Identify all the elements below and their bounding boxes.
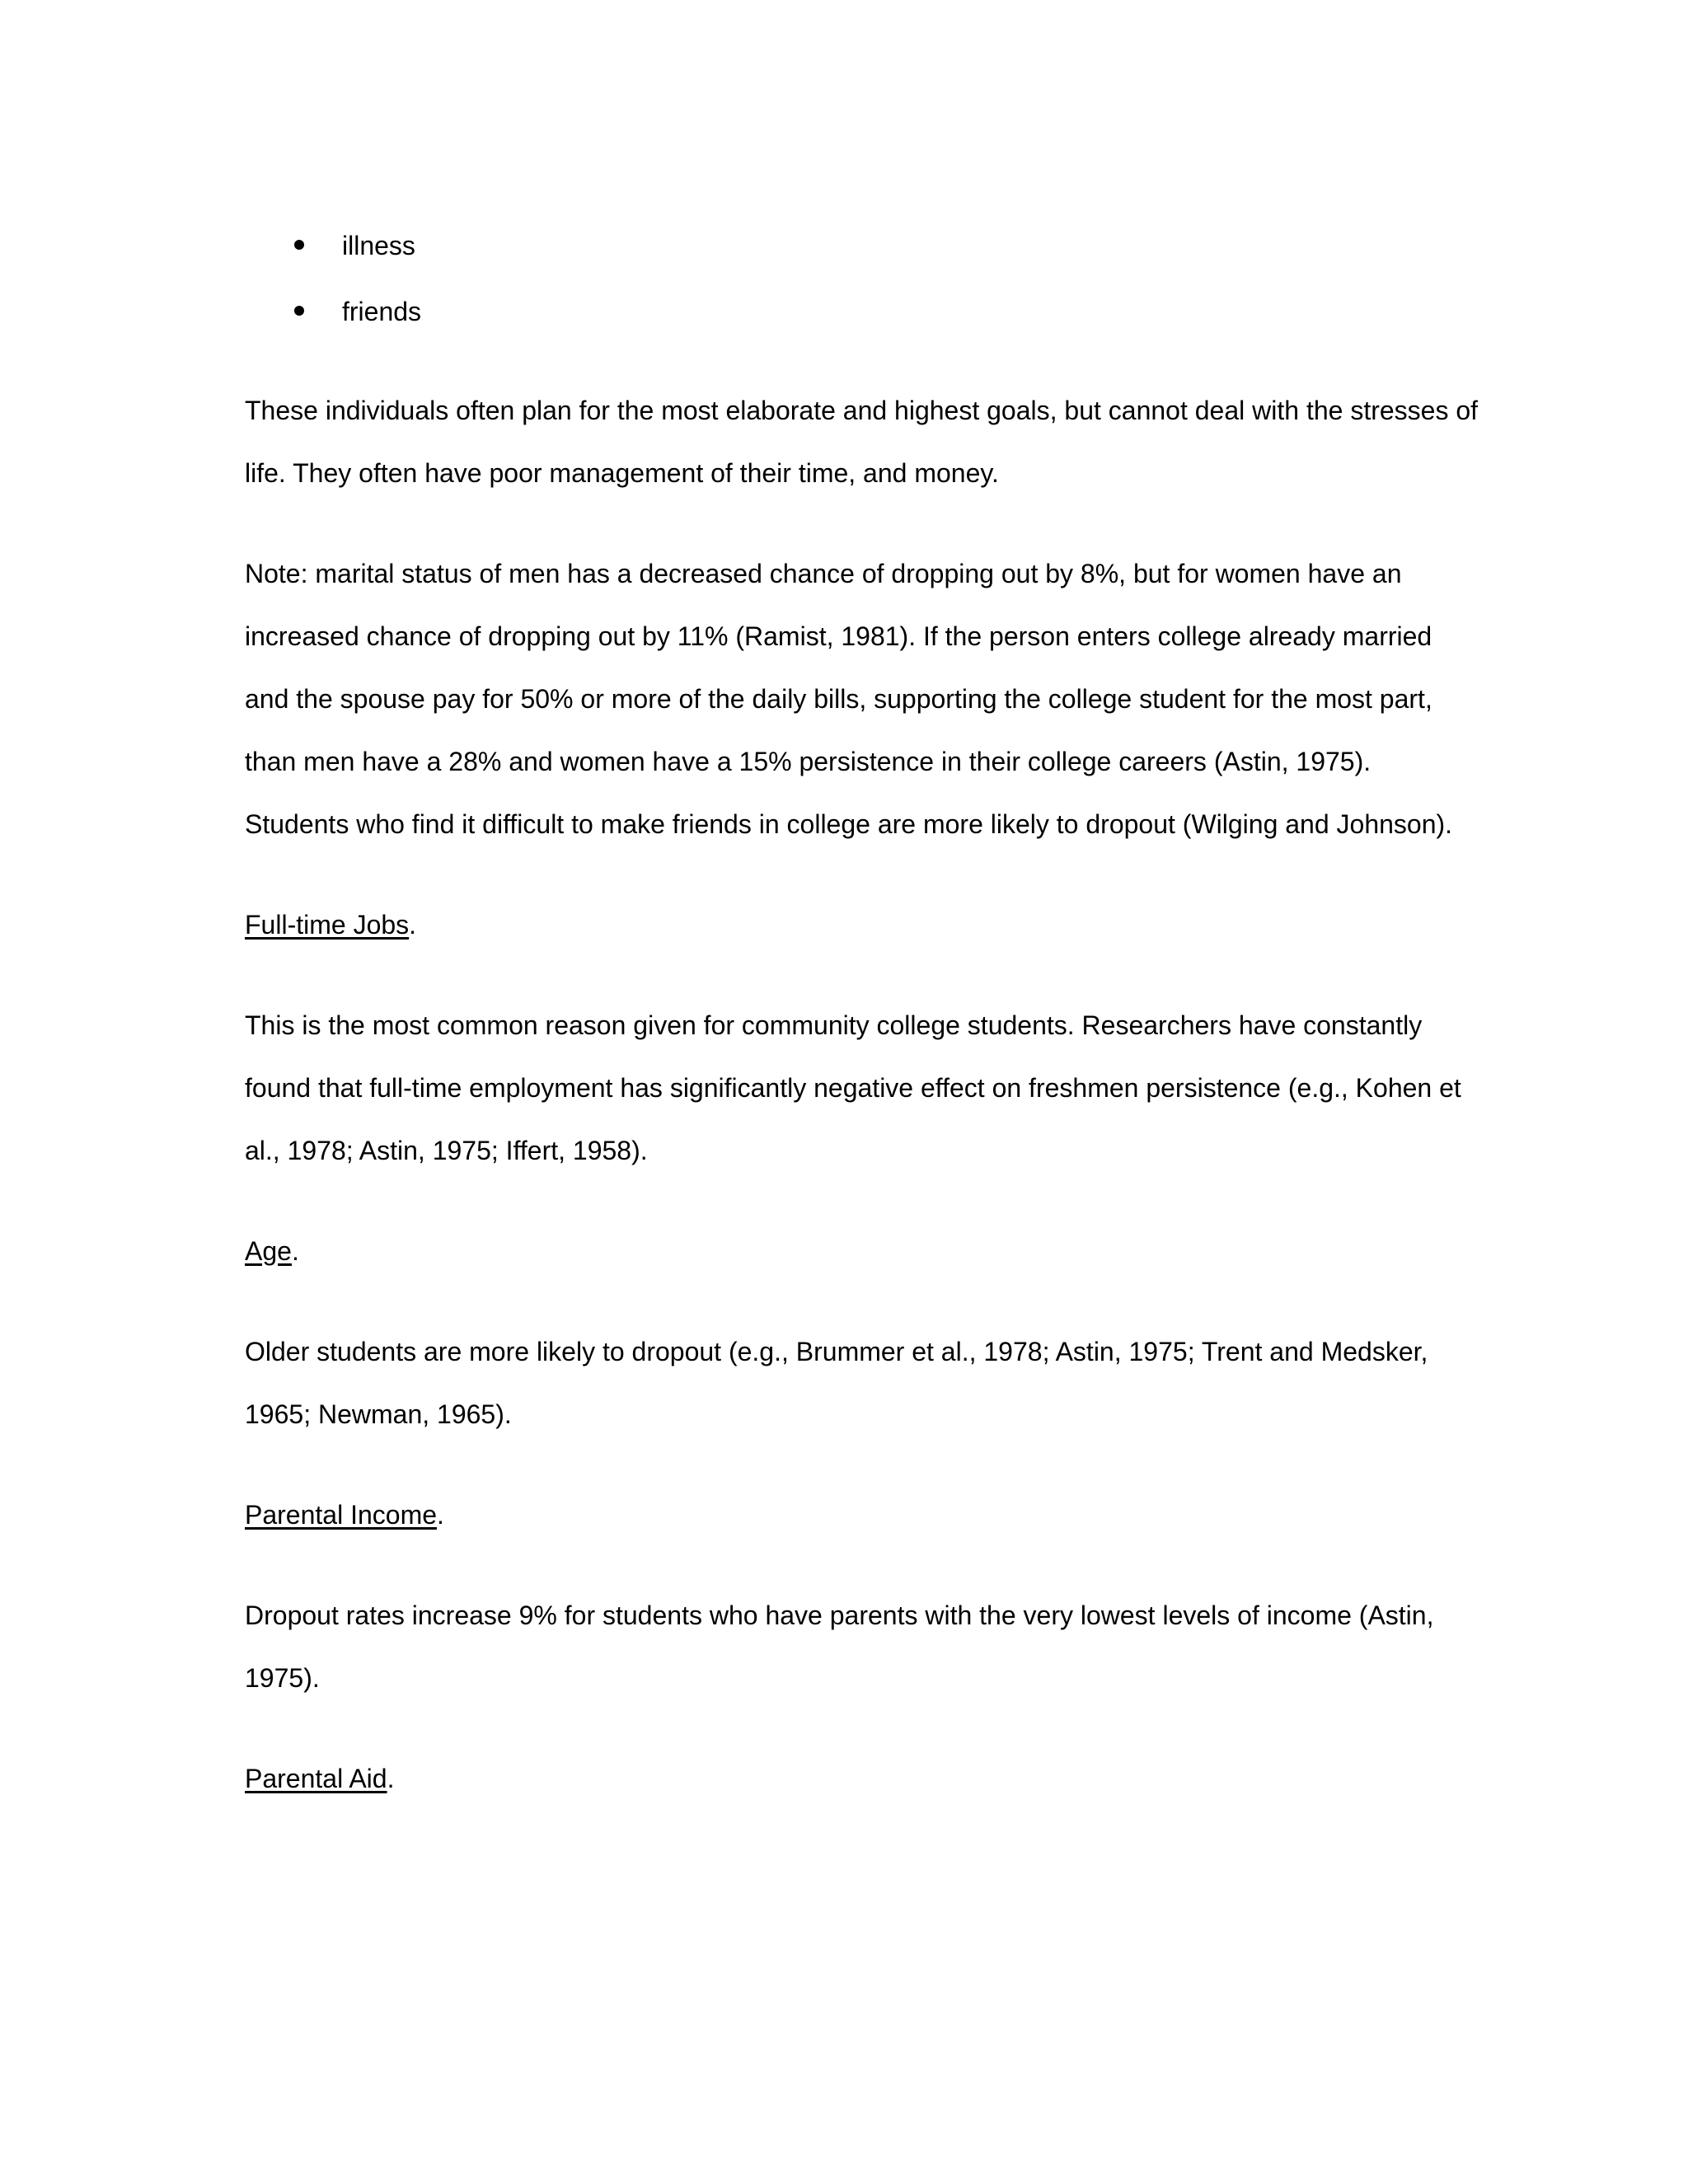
bullet-list: [245, 213, 1481, 344]
paragraph-full-time-jobs: This is the most common reason given for community college students. Researchers have constantly found that full-time employment has significantly negative effect on freshmen persistence (e.g., Kohen et al., 1978; Astin, 1975; Iffert, 1958).: [245, 1010, 1461, 1165]
paragraph-parental-income: Dropout rates increase 9% for students who have parents with the very lowest levels of income (Astin, 1975).: [245, 1601, 1434, 1693]
bullet-dot-icon: [294, 306, 304, 316]
document-body: [245, 213, 1481, 1810]
heading-parental-aid: [245, 1747, 1481, 1810]
heading-period: .: [291, 1236, 299, 1266]
heading-period: .: [437, 1500, 444, 1530]
heading-age: [245, 1220, 1481, 1282]
bullet-item: [245, 213, 1481, 279]
bullet-item-label: illness: [342, 231, 415, 260]
bullet-dot-icon: [294, 240, 304, 250]
heading-parental-income-label: Parental Income: [245, 1500, 438, 1530]
heading-full-time-jobs-label: Full-time Jobs: [245, 910, 410, 940]
heading-full-time-jobs: [245, 893, 1481, 956]
paragraph-age: Older students are more likely to dropout (e.g., Brummer et al., 1978; Astin, 1975; Trent and Medsker, 1965; Newman, 1965).: [245, 1337, 1428, 1429]
paragraph-marital-note: Note: marital status of men has a decreased chance of dropping out by 8%, but for women have an increased chance of dropping out by 11% (Ramist, 1981). If the person enters college already married and the spouse pay for 50% or more of the daily bills, supporting the college student for the most part, than men have a 28% and women have a 15% persistence in their college careers (Astin, 1975). Students who find it difficult to make friends in college are more likely to dropout (Wilging and Johnson).: [245, 559, 1453, 839]
heading-period: .: [387, 1764, 395, 1793]
bullet-item: [245, 279, 1481, 344]
heading-age-label: Age: [245, 1236, 292, 1266]
heading-parental-aid-label: Parental Aid: [245, 1764, 387, 1793]
heading-period: .: [409, 910, 417, 940]
heading-parental-income: [245, 1483, 1481, 1546]
paragraph-life-stresses: These individuals often plan for the most elaborate and highest goals, but cannot deal with the stresses of life. They often have poor management of their time, and money.: [245, 396, 1479, 488]
bullet-item-label: friends: [342, 297, 422, 326]
